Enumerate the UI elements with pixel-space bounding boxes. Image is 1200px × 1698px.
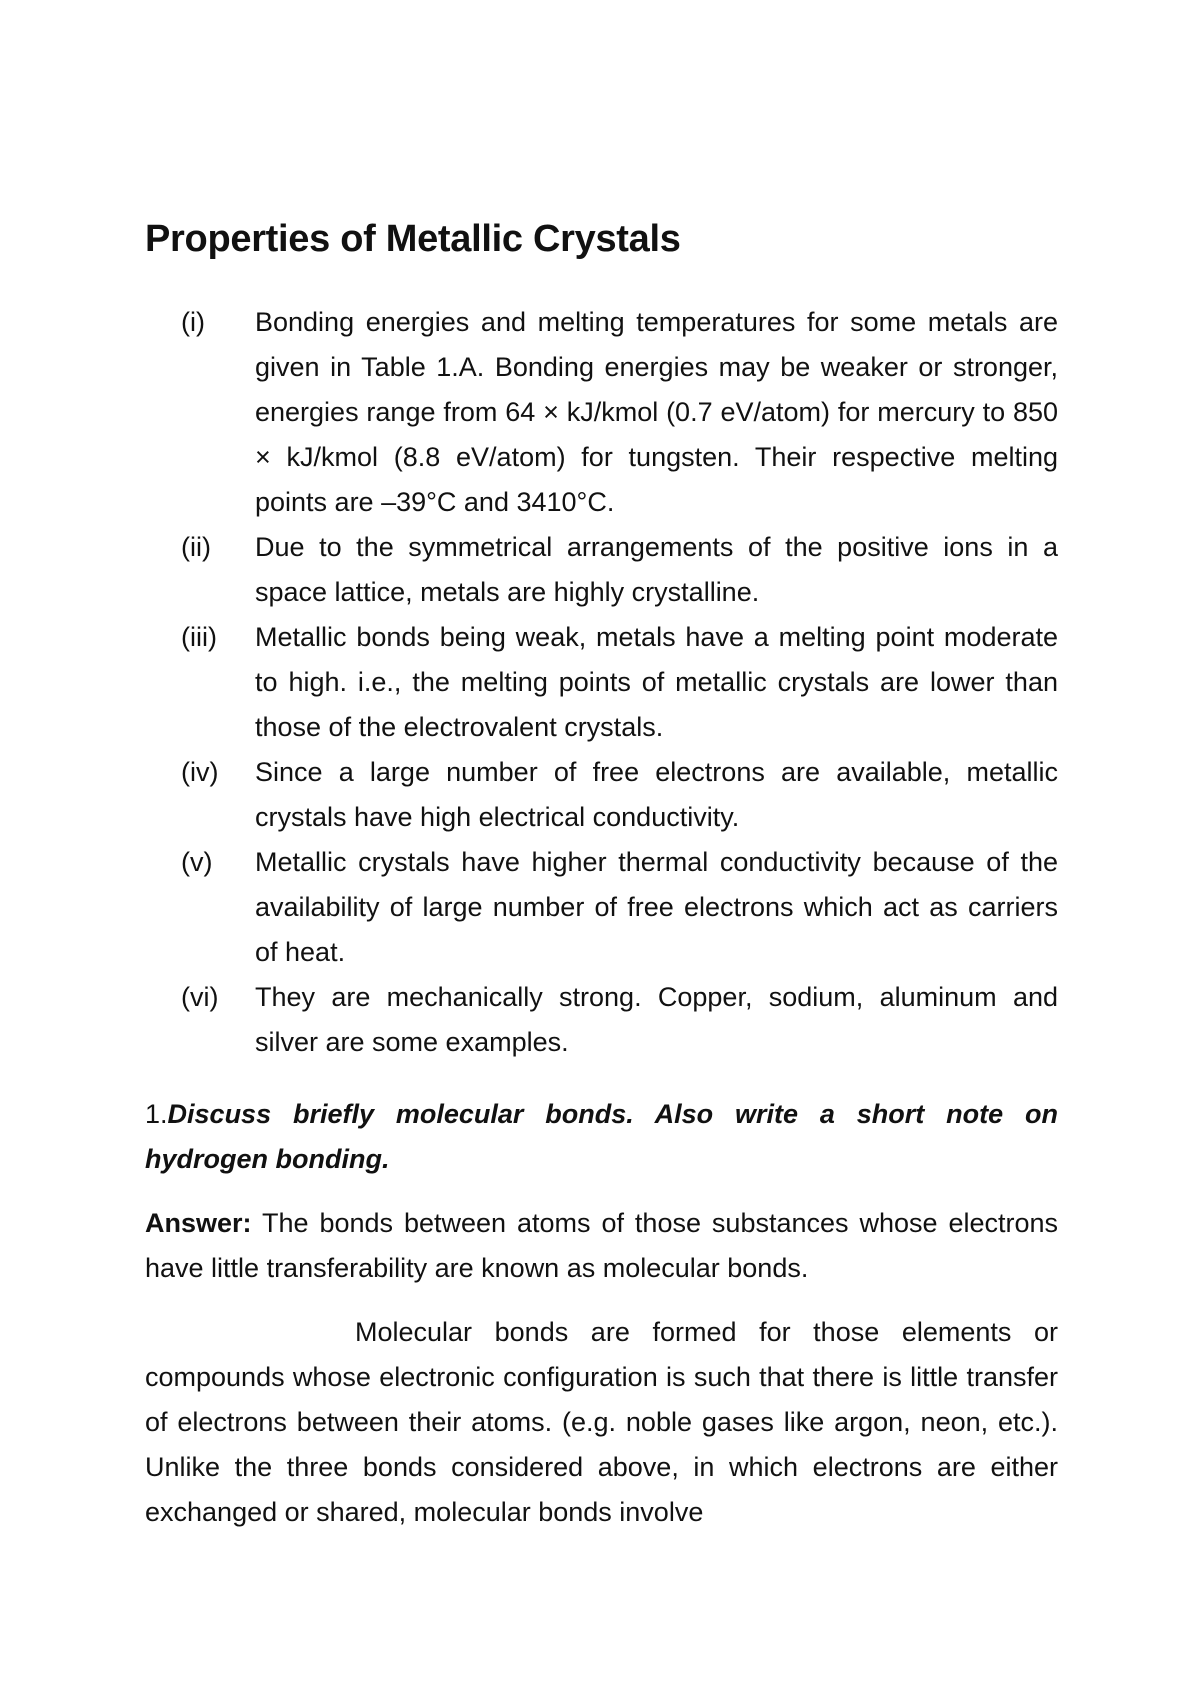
- list-item-number: (iii): [181, 622, 217, 652]
- page-title: Properties of Metallic Crystals: [145, 218, 681, 260]
- list-item-number: (v): [181, 847, 213, 877]
- answer-text: The bonds between atoms of those substances whose electrons have little transferability are known as molecular bonds.: [145, 1208, 1059, 1283]
- question-number: 1.: [145, 1099, 168, 1129]
- properties-list: [145, 300, 1058, 1065]
- answer-label: Answer:: [145, 1208, 252, 1238]
- list-item: [145, 975, 1058, 1065]
- list-item: [145, 300, 1058, 525]
- list-item: [145, 840, 1058, 975]
- list-item: [145, 525, 1058, 615]
- list-item-number: (iv): [181, 757, 219, 787]
- list-item: [145, 750, 1058, 840]
- list-item: [145, 615, 1058, 750]
- body-paragraph: Molecular bonds are formed for those elements or compounds whose electronic configuration is such that there is little transfer of electrons between their atoms. (e.g. noble gases like argon, neon, etc.). Unlike the three bonds considered above, in which electrons are either exchanged or shared, molecular bonds involve: [145, 1317, 1058, 1527]
- list-item-number: (vi): [181, 982, 219, 1012]
- list-item-number: (ii): [181, 532, 211, 562]
- list-item-text: They are mechanically strong. Copper, sodium, aluminum and silver are some examples.: [255, 982, 1058, 1057]
- list-item-text: Metallic crystals have higher thermal conductivity because of the availability of large number of free electrons which act as carriers of heat.: [255, 847, 1058, 967]
- list-item-text: Metallic bonds being weak, metals have a melting point moderate to high. i.e., the melting points of metallic crystals are lower than those of the electrovalent crystals.: [255, 622, 1058, 742]
- question: [145, 1092, 1058, 1182]
- answer: [145, 1201, 1058, 1291]
- list-item-text: Bonding energies and melting temperatures for some metals are given in Table 1.A. Bonding energies may be weaker or stronger, energies range from 64 × kJ/kmol (0.7 eV/atom) for mercury to 850 × kJ/kmol (8.8 eV/atom) for tungsten. Their respective melting points are –39°C and 3410°C.: [255, 307, 1058, 517]
- question-text: Discuss briefly molecular bonds. Also write a short note on hydrogen bonding.: [145, 1099, 1058, 1174]
- list-item-text: Due to the symmetrical arrangements of the positive ions in a space lattice, metals are highly crystalline.: [255, 532, 1058, 607]
- list-item-number: (i): [181, 307, 205, 337]
- list-item-text: Since a large number of free electrons are available, metallic crystals have high electrical conductivity.: [255, 757, 1058, 832]
